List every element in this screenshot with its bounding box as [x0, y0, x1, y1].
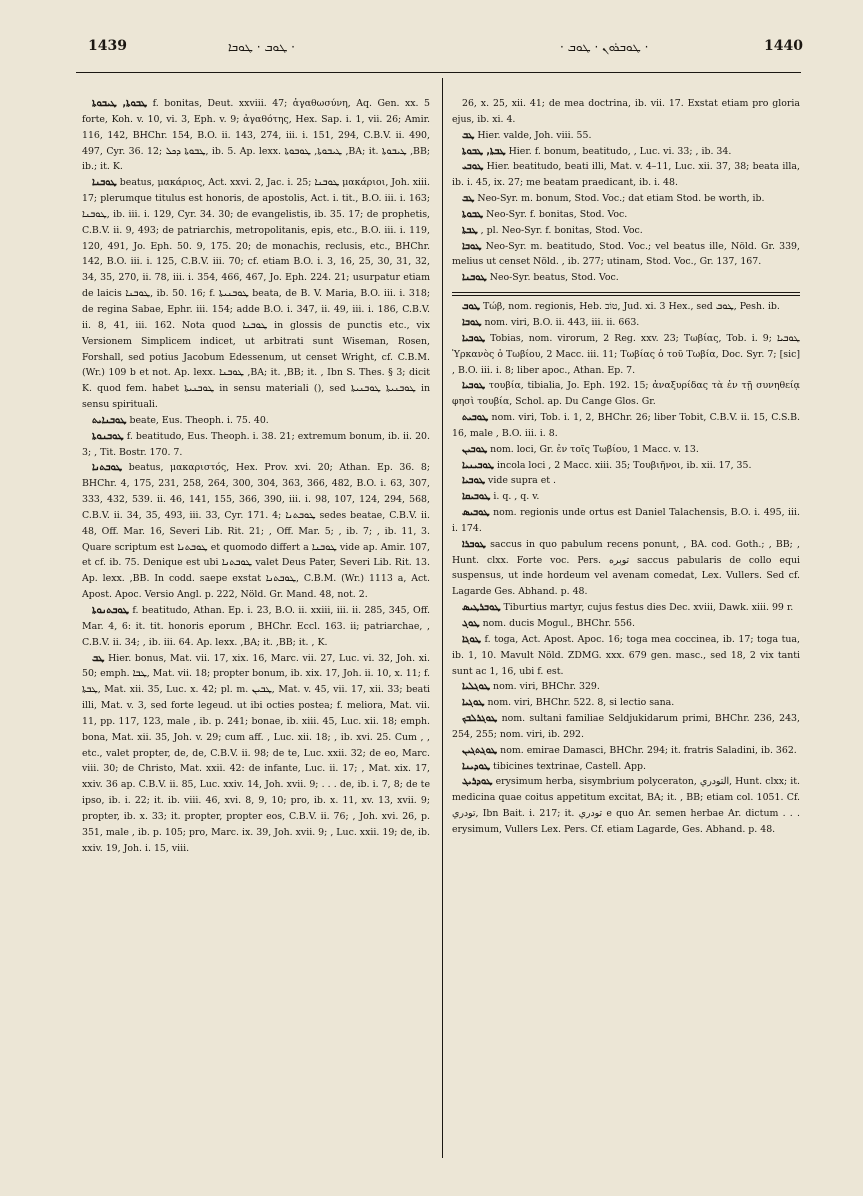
entry-text: Tobias, nom. virorum, 2 Reg. xxv. 23; Τωβίας, Tob. i. 9; ܛܘܒܝܐ Ὑρκανὸς ὁ Τωβίου, 2 Macc. iii. 11; Τωβίας ὁ τοῦ Τωβία, Doc. Syr. 7; [sic] , B.O. iii. i. 8; liber apoc., Athan. Ep. 7.	[452, 332, 801, 376]
entry-lemma: ܛܘܒܝܣ	[462, 507, 490, 519]
entry-lemma: ܛܒܬܐ, ܛܒܘܬܐ	[462, 145, 506, 157]
entry-text: , pl. Neo-Syr. f. bonitas, Stod. Voc.	[480, 224, 643, 236]
dictionary-entry	[452, 331, 800, 379]
dictionary-entry	[452, 144, 800, 160]
dictionary-entry	[452, 743, 800, 759]
entry-text: nom. viri, BHChr. 522. 8, si lectio sana.	[487, 697, 675, 709]
entry-lemma: ܛܘܒܬܢܘܬܐ	[92, 605, 130, 616]
entry-text: Hier. beatitudo, beati illi, Mat. v. 4–11, Luc. xii. 37, 38; beata illa, ib. i. 45, ix. 27; me beatam praedicant, ib. i. 48.	[452, 161, 800, 189]
entry-text: Neo-Syr. m. bonum, Stod. Voc.; dat etiam Stod. be worth, ib.	[477, 193, 765, 205]
entry-lemma: ܛܒܬܐ	[462, 224, 478, 236]
entry-lemma: ܛܘܕܪܝܓ	[462, 776, 493, 788]
entry-text: nom. viri, B.O. ii. 443, iii. ii. 663.	[484, 316, 640, 328]
entry-text: i. q. , q. v.	[493, 491, 540, 503]
dictionary-entry	[82, 413, 430, 429]
entry-text: Hier. f. bonum, beatitudo, , Luc. vi. 33; , ib. 34.	[508, 145, 732, 157]
dictionary-entry	[452, 679, 800, 695]
entry-text: τουβία, tibialia, Jo. Eph. 192. 15; ἀναξυρίδας τὰ ἐν τῇ συνηθείᾳ φησὶ τουβία, Schol. ap. Du Cange Glos. Gr.	[452, 380, 801, 408]
entry-text: nom. viri, BHChr. 329.	[493, 681, 600, 693]
dictionary-entry	[452, 695, 800, 711]
entry-text: nom. viri, Tob. i. 1, 2, BHChr. 26; liber Tobit, C.B.V. ii. 15, C.S.B. 16, male , B.O. iii. i. 8.	[452, 412, 800, 439]
dictionary-entry	[452, 489, 800, 505]
dictionary-entry	[82, 651, 430, 857]
entry-text: beatus, μακαριστός, Hex. Prov. xvi. 20; Athan. Ep. 36. 8; BHChr. 4, 175, 231, 258, 264, 300, 304, 363, 366, 482, B.O. i. 63, 307, 333, 432, 539. ii. 46, 141, 155, 366, 390, iii. i. 98, 107, 124, 294, 568, C.B.V. ii. 34, 35, 493, iii. 33, Cyr. 171. 4; ܛܘܒܬܢܐ sedes beatae, C.B.V. ii. 48, Off. Mar. 16, Severi Lib. Rit. 21; , Off. Mar. 5; , ib. 7; , ib. 11, 3. Quare scriptum est ܛܘܒܬܢܐ et quomodo differt a ܛܘܒܢܐ vide ap. Amir. 107, et cf. ib. 75. Denique est ubi ܛܘܒܬܢܐ valet Deus Pater, Severi Lib. Rit. 13. Ap. lexx. ,BB. In codd. saepe exstat ܛܘܒܬܢܐ, C.B.M. (Wr.) 1113 a, Act. Apost. Apoc. Versio Angl. p. 222, Nöld. Gr. Mand. 48, not. 2.	[82, 462, 430, 601]
dictionary-entry	[452, 537, 800, 600]
entry-lemma: ܛܘܒܝܐ	[462, 332, 486, 344]
entry-lemma: ܛܘܒܝܢܝܐ	[462, 459, 494, 471]
entry-text: Neo-Syr. beatus, Stod. Voc.	[489, 272, 619, 284]
entry-lemma: ܛܘܒܪܛܝܣ	[462, 602, 501, 614]
entry-lemma: ܛܘܒܝܐ	[462, 380, 486, 392]
dictionary-entry	[82, 603, 430, 651]
dictionary-entry	[452, 315, 800, 331]
section-separator	[452, 292, 800, 296]
entry-lemma: ܛܒܘܬܐ, ܛܝܒܘܬܐ	[92, 98, 148, 109]
running-header	[0, 38, 863, 60]
entry-text: Neo-Syr. f. bonitas, Stod. Voc.	[486, 208, 628, 220]
entry-lemma: ܛܘܒܢܐ	[92, 177, 117, 189]
dictionary-entry	[452, 410, 800, 442]
dictionary-entry	[452, 223, 800, 239]
entry-lemma: ܛܘܒܐ	[462, 316, 482, 328]
entry-lemma: ܛܒ	[462, 193, 475, 205]
entry-lemma: ܛܘܒܬܢܐ	[92, 462, 123, 474]
entry-text: f. bonitas, Deut. xxviii. 47; ἀγαθωσύνη, Aq. Gen. xx. 5 forte, Koh. v. 10, vi. 3, Eph. v. 9; ἀγαθότης, Hex. Sap. i. 1, vii. 26; Amir. 116, 142, BHChr. 154, B.O. ii. 143, 274, iii. i. 151, 294, C.B.V. ii. 490, 497, Cyr. 36. 12; ܛܒܘܬܐ ܕܟܠ, ib. 5. Ap. lexx. ܛܝܒܘܬܐ, ܛܘܒܘܬܐ ,BA; it. ܛܝܒܘܬܐ ,BB; ib.; it. K.	[82, 98, 430, 173]
entry-lemma: ܛܘܒܝܩܐ	[462, 491, 491, 503]
entry-text: tibicines textrinae, Castell. App.	[493, 760, 647, 772]
entry-text: nom. sultani familiae Seldjukidarum primi, BHChr. 236, 243, 254, 255; nom. viri, ib. 292.	[452, 713, 800, 740]
entry-lemma: ܛܒܘܬܐ	[462, 208, 484, 220]
right-column	[452, 96, 800, 838]
entry-lemma: ܛܘܓ	[462, 618, 480, 629]
entry-lemma: ܛܘܒܐ	[462, 240, 482, 252]
dictionary-entry	[452, 128, 800, 144]
entry-lemma: ܛܘܓܪܠܒܟ	[462, 713, 498, 725]
dictionary-entry	[452, 207, 800, 223]
entry-text: f. toga, Act. Apost. Apoc. 16; toga mea coccinea, ib. 17; toga tua, ib. 1, 10. Mavult Nöld. ZDMG. xxx. 679 gen. masc., sed 18, 2 vix tanti sunt ac 1, 16, ubi f. est.	[452, 633, 800, 677]
entry-text: f. beatitudo, Athan. Ep. i. 23, B.O. ii. xxiii, iii. ii. 285, 345, Off. Mar. 4, 6: it. tit. honoris eporum , BHChr. Eccl. 163. ii; patriarchae, , C.B.V. ii. 34; , ib. iii. 64. Ap. lexx. ,BA; it. ,BB; it. , K.	[82, 605, 431, 648]
entry-lemma: ܛܘܕܝܢܐ	[462, 760, 491, 772]
dictionary-entry	[452, 600, 800, 616]
dictionary-entry	[452, 711, 800, 743]
entry-text: Hier. valde, Joh. viii. 55.	[477, 129, 592, 141]
entry-lemma: ܛܘܒ	[462, 301, 480, 313]
left-column	[82, 96, 430, 857]
dictionary-entry	[82, 460, 430, 603]
dictionary-entry	[452, 616, 800, 632]
dictionary-entry	[452, 378, 800, 410]
dictionary-entry	[452, 442, 800, 458]
dictionary-entry	[452, 774, 800, 837]
entry-text: erysimum herba, sisymbrium polyceraton, التودري, Hunt. clxx; it. medicina quae coitus appetitum excitat, BA; it. , BB; etiam col. 1051. Cf. تودري, Ibn Bait. i. 217; it. تودري e quo Ar. semen herbae Ar. dictum . . . erysimum, Vullers Lex. Pers. Cf. etiam Lagarde, Ges. Abhand. p. 48.	[452, 776, 801, 835]
entry-text: Tiburtius martyr, cujus festus dies Dec. xviii, Dawk. xiii. 99 r.	[503, 602, 794, 614]
entry-lemma: ܛܘܒܝܐ	[462, 475, 486, 487]
dictionary-entry	[452, 473, 800, 489]
dictionary-entry	[82, 96, 430, 175]
dictionary-entry	[452, 632, 800, 680]
entry-lemma: ܛܘܓܬܓܝܢ	[462, 744, 498, 756]
left-running-title: ܛܘܒ · ܛܘܒܐ ·	[228, 40, 295, 54]
dictionary-entry	[452, 159, 800, 191]
entry-text: Τώβ, nom. regionis, Heb. טוֹב, Jud. xi. 3 Hex., sed ܛܘܒ, Pesh. ib.	[482, 301, 780, 313]
dictionary-entry	[82, 429, 430, 461]
right-page-number: 1440	[764, 38, 803, 54]
entry-lemma: ܛܘܒܢܐ	[462, 272, 487, 284]
entry-lemma: ܛܘܒܢܐܝܬ	[92, 414, 127, 426]
entry-text: nom. ducis Mogul., BHChr. 556.	[482, 618, 636, 629]
column-divider	[442, 78, 443, 1158]
entry-lemma: ܛܘܓܐ	[462, 633, 481, 645]
entry-text: nom. loci, Gr. ἐν τοῖς Τωβίου, 1 Macc. v. 13.	[490, 443, 699, 455]
entry-lemma: ܛܘܒܝܢ	[462, 443, 488, 455]
left-page-number: 1439	[88, 38, 127, 54]
entry-lemma: ܛܘܓܝܐ	[462, 697, 485, 709]
entry-lemma: ܛܘܒܢܘܬܐ	[92, 430, 124, 442]
dictionary-entry	[452, 191, 800, 207]
entry-text: Hier. bonus, Mat. vii. 17, xix. 16, Marc. vii. 27, Luc. vi. 32, Joh. xi. 50; emph. ܛܒܐ, Mat. vii. 18; propter bonum, ib. xix. 17, Joh. ii. 10, x. 11; f. ܛܒܬܐ, Mat. xii. 35, Luc. x. 42; pl. m. ܛܒܝܢ, Mat. v. 45, vii. 17, xii. 33; beati illi, Mat. v. 3, sed forte legeud. ut ibi octies postea; f. meliora, Mat. vii. 11, pp. 117, 123, male , ib. p. 241; bonae, ib. xiii. 45, Luc. xii. 18; emph. bona, Mat. xii. 35, Joh. v. 29; cum aff. , Luc. xii. 18; , ib. xvi. 25. Cum , , etc., valet propter, de, de, C.B.V. ii. 98; de te, Luc. xxii. 32; de eo, Marc. viii. 30; de Christo, Mat. xxii. 42: de infante, Luc. ii. 17; , Mat. xix. 17, xxiv. 36 ap. C.B.V. ii. 85, Luc. xxiv. 14, Joh. xvii. 9; . . . de, ib. i. 7, 8; de te ipso, ib. i. 22; it. ib. viii. 46, xvi. 8, 9, 10; pro, ib. x. 11, xv. 13, xvii. 9; propter, ib. x. 33; it. propter, propter eos, C.B.V. ii. 76; , Joh. xvi. 26, p. 351, male , ib. p. 105; pro, Marc. ix. 39, Joh. xvii. 9; , Luc. xxii. 19; de, ib. xxiv. 19, Joh. i. 15, viii.	[82, 652, 430, 854]
entry-lemma: ܛܘܓܠܝܐ	[462, 681, 491, 693]
entry-text: saccus in quo pabulum recens ponunt, , BA. cod. Goth.; , BB; , Hunt. clxx. Forte voc. Pers. توبره saccus pabularis de collo equi suspensus, ut inde hordeum vel avenam comedat, Lex. Vullers. Sed cf. Lagarde Ges. Abhand. p. 48.	[452, 538, 800, 598]
dictionary-entry	[452, 458, 800, 474]
dictionary-entry	[452, 299, 800, 315]
entry-text: f. beatitudo, Eus. Theoph. i. 38. 21; extremum bonum, ib. ii. 20. 3; , Tit. Bostr. 170. 7.	[82, 430, 430, 458]
entry-text: beatus, μακάριος, Act. xxvi. 2, Jac. i. 25; ܛܘܒܢܐ μακάριοι, Joh. xiii. 17; plerumque titulus est honoris, de apostolis, Act. i. tit., B.O. iii. i. 163; ܛܘܒܢܐ, ib. iii. i. 129, Cyr. 34. 30; de evangelistis, ib. 35. 17; de prophetis, C.B.V. ii. 9, 493; de patriarchis, metropolitanis, epis, etc., B.O. iii. i. 119, 120, 491, Jo. Eph. 50. 9, 175. 20; de monachis, reclusis, etc., BHChr. 142, B.O. iii. i. 125, C.B.V. iii. 70; cf. etiam B.O. i. 3, 16, 25, 30, 31, 32, 34, 35, 270, ii. 78, iii. i. 354, 466, 467, Jo. Eph. 224. 21; usurpatur etiam de laicis ܛܘܒܢܐ, ib. 50. 16; f. ܛܘܒܢܝܬܐ beata, de B. V. Maria, B.O. iii. i. 318; de regina Sabae, Ephr. iii. 154; adde B.O. i. 347, ii. 49, iii. i. 186, C.B.V. ii. 8, 41, iii. 162. Nota quod ܛܘܒܢܐ in glossis de punctis etc., vix Versionem Simplicem indicet, ut arbitrati sunt Wiseman, Rosen, Forshall, sed potius Jacobum Edessenum, ut censet Wright, cf. C.B.M. (Wr.) 109 b et not. Ap. lexx. ܛܘܒܢܐ ,BA; it. ,BB; it. , Ibn S. Thes. § 3; dicit K. quod fem. habet ܛܘܒܢܝܬܐ in sensu materiali (), sed ܛܘܒܢܝܬܐ ܛܘܒܢܝܬܐ in sensu spirituali.	[82, 177, 430, 411]
entry-text: beate, Eus. Theoph. i. 75. 40.	[129, 414, 269, 426]
entry-lemma: ܛܘܒܝܬ	[462, 412, 489, 424]
entry-text: nom. emirae Damasci, BHChr. 294; it. fratris Saladini, ib. 362.	[500, 744, 797, 756]
header-rule	[76, 72, 801, 73]
entry-lemma: ܛܘܒܪܐ	[462, 538, 486, 550]
dictionary-entry	[452, 759, 800, 775]
dictionary-entry	[452, 270, 800, 286]
entry-text: 26, x. 25, xii. 41; de mea doctrina, ib. vii. 17. Exstat etiam pro gloria ejus, ib. xi. 4.	[452, 98, 800, 125]
right-running-title: · ܛܘܒܪܘܢ · ܛܘܒ ·	[560, 40, 649, 54]
entry-text: nom. regionis unde ortus est Daniel Talachensis, B.O. i. 495, iii. i. 174.	[452, 507, 801, 534]
entry-lemma: ܛܒ	[462, 129, 475, 141]
dictionary-entry	[452, 505, 800, 537]
dictionary-entry	[82, 175, 430, 413]
entry-text: vide supra et .	[488, 475, 557, 487]
dictionary-entry	[452, 239, 800, 271]
dictionary-entry	[452, 96, 800, 128]
entry-lemma: ܛܒ	[92, 652, 105, 664]
entry-lemma: ܛܘܒܝ	[462, 161, 484, 173]
entry-text: Neo-Syr. m. beatitudo, Stod. Voc.; vel beatus ille, Nöld. Gr. 339, melius ut censet Nöld. , ib. 277; utinam, Stod. Voc., Gr. 137, 167.	[452, 240, 801, 268]
entry-text: incola loci , 2 Macc. xiii. 35; Τουβιῆνοι, ib. xii. 17, 35.	[496, 459, 752, 471]
